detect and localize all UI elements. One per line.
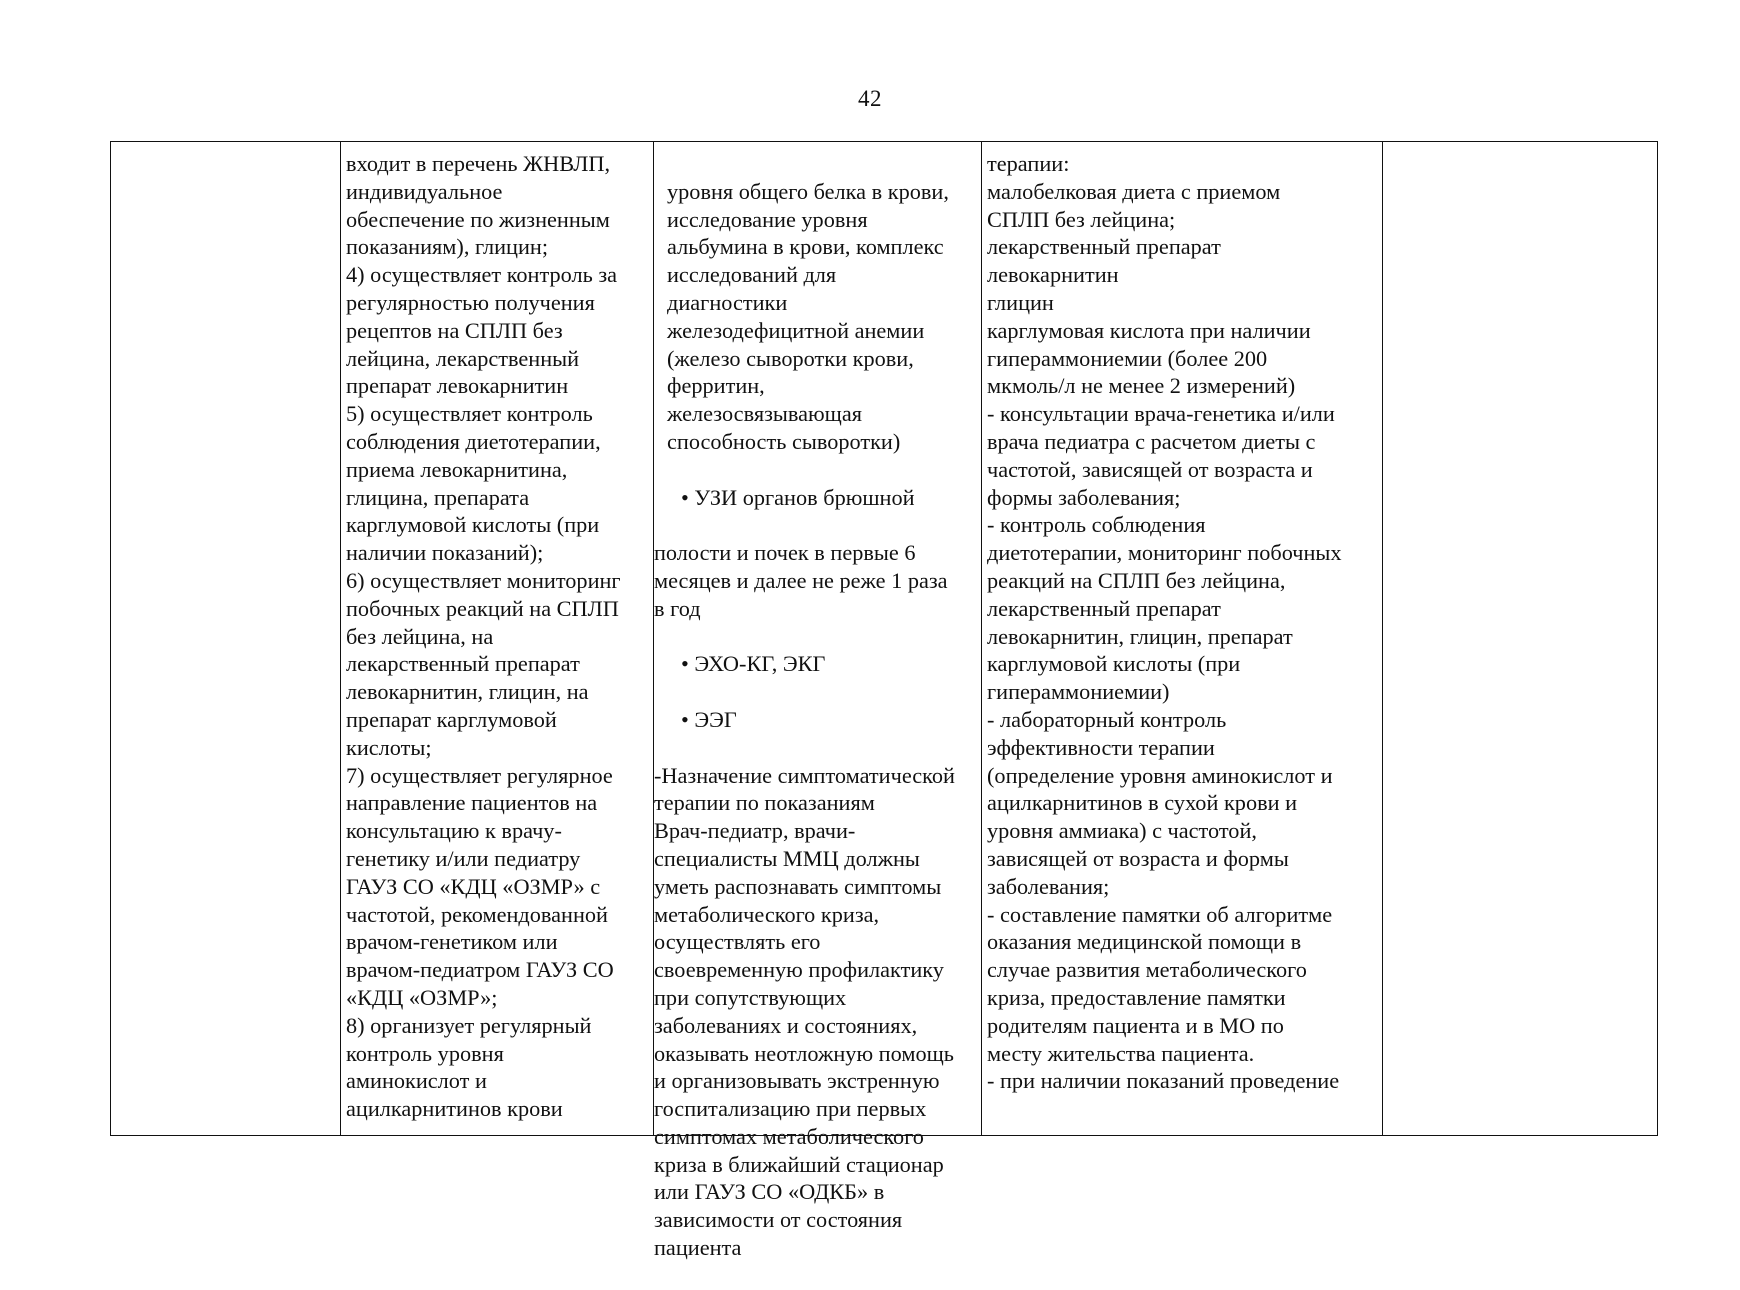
therapy-text: терапии: малобелковая диета с приемом СПЛП без лейцина; лекарственный препарат левокарнитин глицин карглумовая кислота при наличии гипераммониемии (более 200 мкмоль/л не менее 2 измерений) - консультации врача-генетика и/или врача педиатра с расчетом диеты с частотой, зависящей от возраста и формы заболевания; - контроль соблюдения диетотерапии, мониторинг побочных реакций на СПЛП без лейцина, лекарственный препарат левокарнитин, глицин, препарат карглумовой кислоты (при гипераммониемии) - лабораторный контроль эффективности терапии (определение уровня аминокислот и ацилкарнитинов в сухой крови и уровня аммиака) с частотой, зависящей от возраста и формы заболевания; - составление памятки об алгоритме оказания медицинской помощи в случае развития метаболического криза, предоставление памятки родителям пациента и в МО по месту жительства пациента. - при наличии показаний проведение xyxy=(987,151,1342,1094)
bullet-eeg: • ЭЭГ xyxy=(681,706,737,732)
bullet-ultrasound-continued: полости и почек в первые 6 месяцев и далее не реже 1 раза в год xyxy=(654,540,948,621)
page-number: 42 xyxy=(858,86,882,111)
document-table xyxy=(110,141,1658,1261)
symptomatic-therapy-text: -Назначение симптоматической терапии по показаниям Врач-педиатр, врачи- специалисты ММЦ должны уметь распознавать симптомы метаболического криза, осуществлять его своевременную профилактику при сопутствующих заболеваниях и состояниях, оказывать неотложную помощь и организовывать экстренную госпитализацию при первых симптомах метаболического криза в ближайший стационар или ГАУЗ СО «ОДКБ» в зависимости от состояния пациента xyxy=(654,762,955,1261)
table-cell-responsibilities xyxy=(341,142,654,1135)
examinations-text xyxy=(654,150,979,1290)
bullet-echo-ecg: • ЭХО-КГ, ЭКГ xyxy=(681,651,826,677)
table-cell-empty-right xyxy=(1383,142,1657,1135)
bullet-ultrasound: • УЗИ органов брюшной xyxy=(681,484,915,510)
table-cell-examinations xyxy=(654,142,982,1261)
examinations-intro: уровня общего белка в крови, исследование уровня альбумина в крови, комплекс исследований для диагностики железодефицитной анемии (железо сыворотки крови, ферритин, железосвязывающая способность сыворотки) xyxy=(667,178,949,454)
table-cell-empty-left xyxy=(111,142,341,1135)
responsibilities-text: входит в перечень ЖНВЛП, индивидуальное обеспечение по жизненным показаниям), глицин; 4) осуществляет контроль за регулярностью получения рецептов на СПЛП без лейцина, лекарственный препарат левокарнитин 5) осуществляет контроль соблюдения диетотерапии, приема левокарнитина, глицина, препарата карглумовой кислоты (при наличии показаний); 6) осуществляет мониторинг побочных реакций на СПЛП без лейцина, на лекарственный препарат левокарнитин, глицин, на препарат карглумовой кислоты; 7) осуществляет регулярное направление пациентов на консультацию к врачу- генетику и/или педиатру ГАУЗ СО «КДЦ «ОЗМР» с частотой, рекомендованной врачом-генетиком или врачом-педиатром ГАУЗ СО «КДЦ «ОЗМР»; 8) организует регулярный контроль уровня аминокислот и ацилкарнитинов крови xyxy=(346,151,621,1122)
table-cell-therapy xyxy=(982,142,1383,1135)
